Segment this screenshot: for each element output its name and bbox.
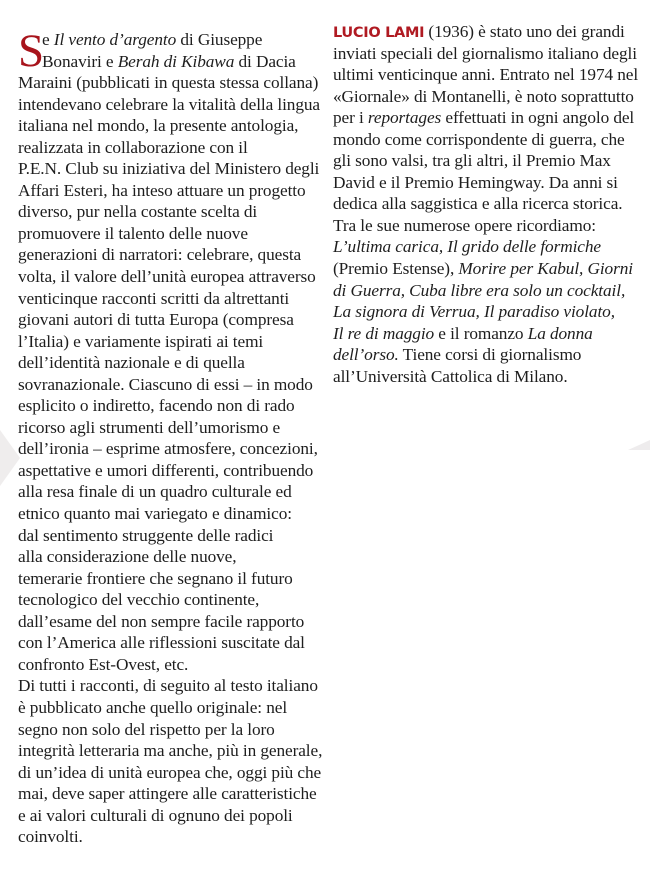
text-line: dedica alla saggistica e alla ricerca storica.	[333, 194, 623, 214]
book-titles-line: L’ultima carica, Il grido delle formiche	[333, 237, 601, 257]
text-line: promuovere il talento delle nuove	[18, 223, 248, 243]
text-span: effettuati in ogni angolo del	[441, 108, 635, 128]
text-line: David e il Premio Hemingway. Da anni si	[333, 172, 618, 192]
text-line: l’Italia) e variamente ispirati ai temi	[18, 331, 264, 351]
text-line: integrità letteraria ma anche, più in generale,	[18, 741, 323, 761]
text-line: confronto Est-Ovest, etc.	[18, 654, 189, 674]
decorative-gray-triangle-right	[628, 440, 650, 450]
text-line: ricorso agli strumenti dell’umorismo e	[18, 417, 281, 437]
text-line: esplicito o indiretto, facendo non di rado	[18, 396, 295, 416]
text-line: «Giornale» di Montanelli, è noto soprattutto	[333, 86, 634, 106]
text-line: tecnologico del vecchio continente,	[18, 590, 260, 610]
text-span: Tiene corsi di giornalismo	[398, 345, 582, 365]
text-line: realizzata in collaborazione con il	[18, 137, 248, 157]
text-line: temerarie frontiere che segnano il futuro	[18, 568, 293, 588]
book-title: La donna	[527, 323, 593, 343]
text-span: e	[42, 30, 54, 49]
text-line: venticinque racconti scritti da altrettanti	[18, 288, 290, 308]
text-span: (Premio Estense),	[333, 259, 459, 279]
drop-cap: S	[18, 25, 45, 77]
text-span: di Giuseppe	[176, 30, 263, 49]
text-line	[333, 107, 648, 129]
text-span: per i	[333, 108, 368, 128]
text-line: con l’America alle riflessioni suscitate dal	[18, 633, 305, 653]
text-line: Affari Esteri, ha inteso attuare un progetto	[18, 180, 306, 200]
text-span: (1936) è stato uno dei grandi	[424, 22, 625, 41]
author-bio-column	[333, 21, 648, 387]
decorative-gray-triangle-left	[0, 430, 20, 486]
book-title: dell’orso.	[333, 345, 399, 365]
text-line: sovranazionale. Ciascuno di essi – in modo	[18, 374, 313, 394]
text-line: dal sentimento struggente delle radici	[18, 525, 274, 545]
intro-column	[18, 25, 328, 848]
text-line: etnico quanto mai variegato e dinamico:	[18, 504, 292, 524]
text-line: giovani autori di tutta Europa (compresa	[18, 310, 294, 330]
book-title: Morire per Kabul, Giorni	[458, 259, 633, 279]
text-span: e il romanzo	[434, 323, 528, 343]
text-line: di un’idea di unità europea che, oggi più che	[18, 762, 322, 782]
text-line: inviati speciali del giornalismo italiano degli	[333, 43, 637, 63]
author-name: LUCIO LAMI	[333, 25, 425, 41]
book-title: Il re di maggio	[333, 323, 435, 343]
book-titles-line: La signora di Verrua, Il paradiso violato,	[333, 302, 615, 322]
text-line: volta, il valore dell’unità europea attraverso	[18, 267, 316, 287]
text-line	[18, 29, 328, 51]
text-line: dell’identità nazionale e di quella	[18, 353, 245, 373]
text-line: aspettative e umori differenti, contribuendo	[18, 460, 314, 480]
text-line: alla considerazione delle nuove,	[18, 547, 237, 567]
text-span: Bonaviri e	[42, 51, 118, 71]
text-line: all’Università Cattolica di Milano.	[333, 366, 568, 386]
text-line	[333, 258, 648, 280]
text-line: mondo come corrispondente di guerra, che	[333, 129, 625, 149]
book-title: Il vento d’argento	[53, 30, 177, 49]
text-line	[333, 323, 648, 345]
text-line: alla resa finale di un quadro culturale ed	[18, 482, 292, 502]
italic-term: reportages	[367, 108, 442, 128]
text-line: diverso, pur nella costante scelta di	[18, 202, 258, 222]
text-line: Di tutti i racconti, di seguito al testo italiano	[18, 676, 318, 696]
text-line	[18, 51, 328, 73]
text-line: Maraini (pubblicati in questa stessa collana)	[18, 73, 319, 93]
text-line	[333, 344, 648, 366]
text-line	[333, 21, 648, 43]
text-line: coinvolti.	[18, 827, 83, 847]
text-line: mai, deve saper attingere alle caratteristiche	[18, 784, 317, 804]
text-line: Tra le sue numerose opere ricordiamo:	[333, 215, 596, 235]
text-line: intendevano celebrare la vitalità della lingua	[18, 94, 320, 114]
text-line: P.E.N. Club su iniziativa del Ministero degli	[18, 159, 320, 179]
text-line: e ai valori culturali di ognuno dei popoli	[18, 805, 293, 825]
text-line: generazioni di narratori: celebrare, questa	[18, 245, 302, 265]
text-line: dell’ironia – esprime atmosfere, concezioni,	[18, 439, 318, 459]
text-line: segno non solo del rispetto per la loro	[18, 719, 275, 739]
text-line: italiana nel mondo, la presente antologia,	[18, 116, 299, 136]
text-line: è pubblicato anche quello originale: nel	[18, 697, 288, 717]
text-line: ultimi venticinque anni. Entrato nel 1974 nel	[333, 65, 639, 85]
text-span: di Dacia	[234, 51, 296, 71]
book-titles-line: di Guerra, Cuba libre era solo un cocktail,	[333, 280, 626, 300]
text-line: gli sono valsi, tra gli altri, il Premio Max	[333, 151, 611, 171]
book-title: Berah di Kibawa	[117, 51, 235, 71]
text-line: dall’esame del non sempre facile rapporto	[18, 611, 305, 631]
